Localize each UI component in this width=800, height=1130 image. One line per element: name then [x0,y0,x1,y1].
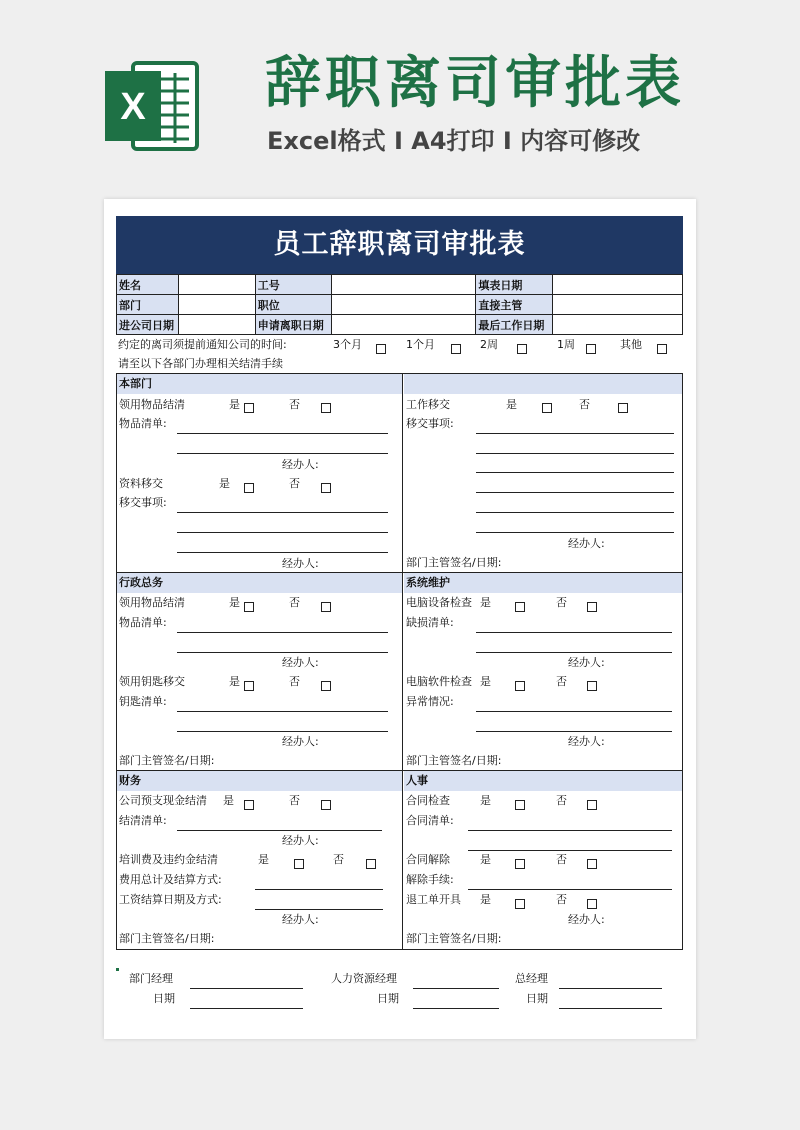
instruction-text: 请至以下各部门办理相关结清手续 [118,357,283,370]
hr-item3-label: 退工单开具 [406,893,461,906]
fill-line[interactable] [468,830,672,831]
finance-item2-yes-checkbox[interactable] [294,859,304,869]
supervisor-sign-label: 部门主管签名/日期: [406,556,502,569]
fill-line[interactable] [476,632,672,633]
fill-line[interactable] [476,711,672,712]
handler-label: 经办人: [282,735,319,748]
finance-item1-label: 公司预支现金结清 [119,794,207,807]
join-date-label: 进公司日期 [117,315,179,335]
fill-line[interactable] [476,433,674,434]
last-work-date-label: 最后工作日期 [476,315,553,335]
hr-list1-label: 合同清单: [406,814,454,827]
section-header [404,771,682,791]
fill-line[interactable] [468,889,672,890]
finance-item2-no-checkbox[interactable] [366,859,376,869]
yes-label: 是 [229,675,240,688]
own-dept-item2-label: 资料移交 [119,477,163,490]
admin-item2-label: 领用钥匙移交 [119,675,185,688]
hr-item2-label: 合同解除 [406,853,450,866]
info-table [116,274,683,335]
yes-label: 是 [229,398,240,411]
handler-label: 经办人: [568,656,605,669]
handler-label: 经办人: [282,913,319,926]
notice-checkbox-2-weeks[interactable] [517,344,527,354]
finance-list2-label: 费用总计及结算方式: [119,873,222,886]
fill-line[interactable] [177,711,388,712]
yes-label: 是 [219,477,230,490]
section-title-own-dept: 本部门 [119,377,152,390]
own-dept-list1-label: 物品清单: [119,417,167,430]
no-label: 否 [556,794,567,807]
hr-item2-no-checkbox[interactable] [587,859,597,869]
no-label: 否 [556,853,567,866]
system-item2-label: 电脑软件检查 [406,675,472,688]
notice-option-1-month: 1个月 [406,338,435,351]
system-list1-label: 缺损清单: [406,616,454,629]
supervisor-sign-label: 部门主管签名/日期: [406,754,502,767]
section-header [117,374,402,394]
section-header [117,771,402,791]
join-date-field[interactable] [178,315,255,335]
no-label: 否 [333,853,344,866]
admin-item2-no-checkbox[interactable] [321,681,331,691]
resign-apply-date-label: 申请离职日期 [255,315,331,335]
yes-label: 是 [480,596,491,609]
no-label: 否 [556,596,567,609]
notice-label: 约定的离司须提前通知公司的时间: [118,338,287,351]
column-divider [402,373,403,950]
employee-id-label: 工号 [255,275,331,295]
no-label: 否 [579,398,590,411]
admin-item1-no-checkbox[interactable] [321,602,331,612]
signature-line[interactable] [413,1008,499,1009]
fill-line[interactable] [177,652,388,653]
yes-label: 是 [258,853,269,866]
fill-line[interactable] [177,453,388,454]
fill-line[interactable] [177,433,388,434]
finance-list3-label: 工资结算日期及方式: [119,893,222,906]
fill-line[interactable] [177,830,382,831]
notice-checkbox-other[interactable] [657,344,667,354]
signature-line[interactable] [559,988,662,989]
no-label: 否 [289,477,300,490]
handler-label: 经办人: [282,557,319,570]
fill-line[interactable] [177,731,388,732]
admin-item1-yes-checkbox[interactable] [244,602,254,612]
admin-list2-label: 钥匙清单: [119,695,167,708]
fill-line[interactable] [468,850,672,851]
handler-label: 经办人: [282,656,319,669]
corner-mark [116,968,119,971]
fill-line[interactable] [476,492,674,493]
fill-line[interactable] [177,632,388,633]
fill-line[interactable] [476,512,674,513]
fill-date-field[interactable] [553,275,683,295]
notice-option-2-weeks: 2周 [480,338,498,351]
system-list2-label: 异常情况: [406,695,454,708]
handler-label: 经办人: [568,735,605,748]
fill-line[interactable] [177,512,388,513]
signature-line[interactable] [559,1008,662,1009]
yes-label: 是 [223,794,234,807]
notice-checkbox-1-week[interactable] [586,344,596,354]
employee-id-field[interactable] [331,275,476,295]
system-item2-no-checkbox[interactable] [587,681,597,691]
fill-line[interactable] [255,889,383,890]
info-row [117,315,683,335]
no-label: 否 [556,675,567,688]
own-dept-item1-label: 领用物品结清 [119,398,185,411]
hr-item2-yes-checkbox[interactable] [515,859,525,869]
no-label: 否 [556,893,567,906]
direct-supervisor-field[interactable] [553,295,683,315]
finance-item1-no-checkbox[interactable] [321,800,331,810]
yes-label: 是 [229,596,240,609]
no-label: 否 [289,675,300,688]
position-label: 职位 [255,295,331,315]
finance-item1-yes-checkbox[interactable] [244,800,254,810]
resign-apply-date-field[interactable] [331,315,476,335]
info-row [117,295,683,315]
signature-line[interactable] [190,988,303,989]
work-handover-label: 工作移交 [406,398,450,411]
own-dept-list2-label: 移交事项: [119,496,167,509]
hr-item3-no-checkbox[interactable] [587,899,597,909]
own-dept-item1-yes-checkbox[interactable] [244,403,254,413]
excel-icon [103,57,201,155]
section-header [404,374,682,394]
system-item2-yes-checkbox[interactable] [515,681,525,691]
admin-list1-label: 物品清单: [119,616,167,629]
form-title: 员工辞职离司审批表 [116,216,683,274]
handler-label: 经办人: [282,834,319,847]
notice-option-3-months: 3个月 [333,338,362,351]
footer-date-label: 日期 [153,992,175,1005]
name-label: 姓名 [117,275,179,295]
work-handover-yes-checkbox[interactable] [542,403,552,413]
admin-item1-label: 领用物品结清 [119,596,185,609]
hr-list2-label: 解除手续: [406,873,454,886]
own-dept-item1-no-checkbox[interactable] [321,403,331,413]
section-title-admin: 行政总务 [119,576,163,589]
footer-date-label: 日期 [377,992,399,1005]
department-field[interactable] [178,295,255,315]
own-dept-item2-yes-checkbox[interactable] [244,483,254,493]
footer-hr-manager-label: 人力资源经理 [331,972,397,985]
direct-supervisor-label: 直接主管 [476,295,553,315]
page-subtitle: Excel格式 Ⅰ A4打印 Ⅰ 内容可修改 [267,127,641,155]
info-row [117,275,683,295]
work-handover-list-label: 移交事项: [406,417,454,430]
handler-label: 经办人: [568,537,605,550]
section-title-hr: 人事 [406,774,428,787]
supervisor-sign-label: 部门主管签名/日期: [406,932,502,945]
section-title-system: 系统维护 [406,576,450,589]
yes-label: 是 [480,853,491,866]
finance-item2-label: 培训费及违约金结清 [119,853,218,866]
hr-item1-label: 合同检查 [406,794,450,807]
section-title-finance: 财务 [119,774,141,787]
hr-item3-yes-checkbox[interactable] [515,899,525,909]
fill-line[interactable] [177,532,388,533]
last-work-date-field[interactable] [553,315,683,335]
notice-option-1-week: 1周 [557,338,575,351]
fill-line[interactable] [476,532,674,533]
position-field[interactable] [331,295,476,315]
system-item1-yes-checkbox[interactable] [515,602,525,612]
notice-checkbox-3-months[interactable] [376,344,386,354]
fill-line[interactable] [476,453,674,454]
fill-line[interactable] [255,909,383,910]
admin-item2-yes-checkbox[interactable] [244,681,254,691]
yes-label: 是 [480,794,491,807]
signature-line[interactable] [413,988,499,989]
fill-line[interactable] [476,731,672,732]
hr-item1-yes-checkbox[interactable] [515,800,525,810]
no-label: 否 [289,398,300,411]
own-dept-item2-no-checkbox[interactable] [321,483,331,493]
system-item1-no-checkbox[interactable] [587,602,597,612]
handler-label: 经办人: [282,458,319,471]
fill-line[interactable] [177,552,388,553]
footer-dept-manager-label: 部门经理 [129,972,173,985]
yes-label: 是 [480,893,491,906]
footer-date-label: 日期 [526,992,548,1005]
fill-line[interactable] [476,652,672,653]
fill-date-label: 填表日期 [476,275,553,295]
department-label: 部门 [117,295,179,315]
no-label: 否 [289,596,300,609]
finance-list1-label: 结清清单: [119,814,167,827]
work-handover-no-checkbox[interactable] [618,403,628,413]
system-item1-label: 电脑设备检查 [406,596,472,609]
svg-text:X: X [120,86,146,128]
name-field[interactable] [178,275,255,295]
page-title: 辞职离司审批表 [265,51,685,116]
header-banner [0,0,800,195]
handler-label: 经办人: [568,913,605,926]
hr-item1-no-checkbox[interactable] [587,800,597,810]
footer-gm-label: 总经理 [515,972,548,985]
notice-checkbox-1-month[interactable] [451,344,461,354]
supervisor-sign-label: 部门主管签名/日期: [119,932,215,945]
fill-line[interactable] [476,472,674,473]
signature-line[interactable] [190,1008,303,1009]
no-label: 否 [289,794,300,807]
supervisor-sign-label: 部门主管签名/日期: [119,754,215,767]
notice-option-other: 其他 [620,338,642,351]
yes-label: 是 [480,675,491,688]
yes-label: 是 [506,398,517,411]
